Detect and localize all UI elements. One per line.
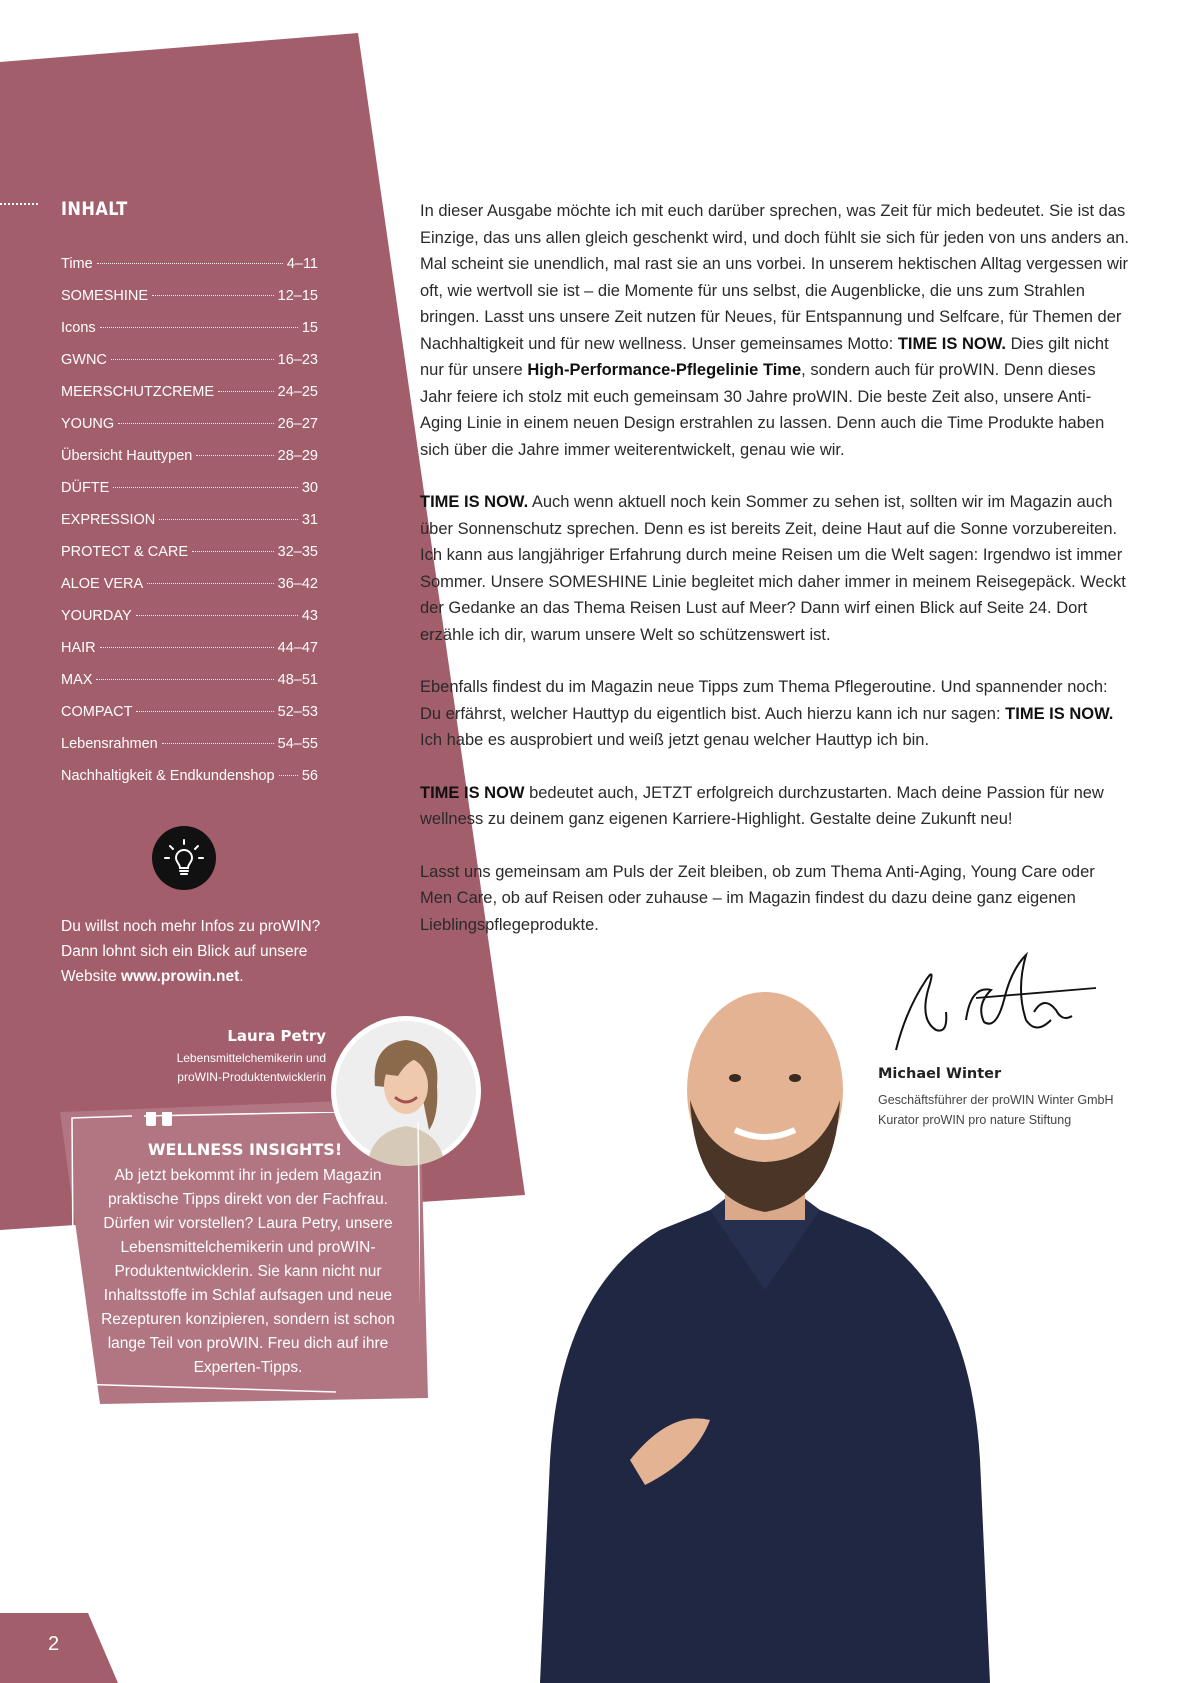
toc-item-label: Nachhaltigkeit & Endkundenshop: [61, 768, 275, 784]
toc-item-label: GWNC: [61, 352, 107, 368]
toc-title: INHALT: [61, 198, 128, 220]
toc-leader: [100, 647, 274, 648]
open-quote-icon: [146, 1112, 172, 1126]
toc-item[interactable]: [61, 768, 318, 800]
toc-item[interactable]: [61, 384, 318, 416]
letter-paragraph-4: TIME IS NOW bedeutet auch, JETZT erfolgreich durchzustarten. Mach deine Passion für new wellness zu deinem ganz eigenen Karriere-Highlight. Gestalte deine Zukunft neu!: [420, 783, 1104, 828]
toc-item[interactable]: [61, 288, 318, 320]
toc-item-pages: 28–29: [277, 448, 318, 464]
toc-item[interactable]: [61, 672, 318, 704]
toc-item[interactable]: [61, 480, 318, 512]
editorial-letter: [420, 198, 1130, 964]
toc-leader: [192, 551, 274, 552]
toc-item[interactable]: [61, 352, 318, 384]
toc-item-pages: 12–15: [277, 288, 318, 304]
letter-paragraph-1: In dieser Ausgabe möchte ich mit euch darüber sprechen, was Zeit für mich bedeutet. Sie ist das Einzige, das uns allen gleich geschenkt wird, und doch fühlt sie sich für jeden von uns anders an. Mal scheint sie unendlich, mal rast sie an uns vorbei. In unserem hektischen Alltag vergessen wir oft, wie wertvoll sie ist – die Momente für uns selbst, die Augenblicke, die uns zum Strahlen bringen. Lasst uns unsere Zeit nutzen für Neues, für Entspannung und Selfcare, für Themen der Nachhaltigkeit und für new wellness. Unser gemeinsames Motto: TIME IS NOW. Dies gilt nicht nur für unsere High-Performance-Pflegelinie Time, sondern auch für proWIN. Denn dieses Jahr feiere ich stolz mit euch gemeinsam 30 Jahre proWIN. Die beste Zeit also, unsere Anti-Aging Linie in einem neuen Design erstrahlen zu lassen. Denn auch die Time Produkte haben sich über die Jahre immer weiterentwickelt, genau wie wir.: [420, 202, 1130, 459]
letter-paragraph-3: Ebenfalls findest du im Magazin neue Tipps zum Thema Pflegeroutine. Und spannender noch: Du erfährst, welcher Hauttyp du eigentlich bist. Auch hierzu kann ich nur sagen: TIME IS NOW. Ich habe es ausprobiert und weiß jetzt genau welcher Hauttyp ich bin.: [420, 678, 1114, 749]
toc-item-pages: 31: [301, 512, 318, 528]
signature: [876, 950, 1096, 1060]
toc-item-pages: 44–47: [277, 640, 318, 656]
toc-item[interactable]: [61, 736, 318, 768]
toc-leader: [152, 295, 274, 296]
toc-item-label: HAIR: [61, 640, 96, 656]
toc-item[interactable]: [61, 256, 318, 288]
toc-leader: [118, 423, 274, 424]
toc-item-label: ALOE VERA: [61, 576, 144, 592]
toc-item-label: PROTECT & CARE: [61, 544, 189, 560]
toc-item-label: Time: [61, 256, 93, 272]
letter-paragraph-2: TIME IS NOW. Auch wenn aktuell noch kein Sommer zu sehen ist, sollten wir im Magazin auch über Sonnenschutz sprechen. Denn es ist bereits Zeit, deine Haut auf die Sonne vorzubereiten. Ich kann aus langjähriger Erfahrung durch meine Reisen um die Welt sagen: Irgendwo ist immer Sommer. Unsere SOMESHINE Linie begleitet mich daher immer in meinem Reisegepäck. Weckt der Gedanke an das Thema Reisen Lust auf Meer? Dann wirf einen Blick auf Seite 24. Dort erzähle ich dir, warum unsere Welt so schützenswert ist.: [420, 493, 1126, 644]
toc-dotted-lead: [0, 203, 38, 205]
page-number: 2: [48, 1633, 60, 1655]
toc-leader: [218, 391, 274, 392]
toc-item-pages: 24–25: [277, 384, 318, 400]
toc-item[interactable]: [61, 512, 318, 544]
toc-item-label: EXPRESSION: [61, 512, 156, 528]
signer-role: Geschäftsführer der proWIN Winter GmbH Kurator proWIN pro nature Stiftung: [878, 1093, 1114, 1127]
toc-item-pages: 32–35: [277, 544, 318, 560]
toc-item-pages: 54–55: [277, 736, 318, 752]
toc-item-label: Übersicht Hauttypen: [61, 448, 193, 464]
toc-item-label: DÜFTE: [61, 480, 110, 496]
toc-leader: [100, 327, 298, 328]
toc-item-pages: 36–42: [277, 576, 318, 592]
toc-item-pages: 56: [301, 768, 318, 784]
toc-leader: [97, 263, 283, 264]
lightbulb-icon: [152, 826, 216, 890]
toc-leader: [136, 615, 298, 616]
toc-item-pages: 52–53: [277, 704, 318, 720]
more-info-text: Du willst noch mehr Infos zu proWIN? Dann lohnt sich ein Blick auf unsere Website www.prowin.net.: [61, 918, 321, 985]
table-of-contents: [61, 256, 318, 800]
toc-item-pages: 4–11: [286, 256, 318, 272]
toc-item-pages: 43: [301, 608, 318, 624]
quote-title: WELLNESS INSIGHTS!: [147, 1140, 343, 1159]
toc-item-pages: 30: [301, 480, 318, 496]
toc-item-label: Icons: [61, 320, 96, 336]
toc-leader: [279, 775, 298, 776]
letter-paragraph-5: Lasst uns gemeinsam am Puls der Zeit bleiben, ob zum Thema Anti-Aging, Young Care oder Men Care, ob auf Reisen oder zuhause – im Magazin findest du dazu deine ganz eigenen Lieblingspflegeprodukte.: [420, 862, 1095, 934]
toc-item[interactable]: [61, 544, 318, 576]
toc-leader: [159, 519, 298, 520]
toc-item[interactable]: [61, 416, 318, 448]
laura-name: Laura Petry: [227, 1027, 326, 1045]
toc-item[interactable]: [61, 608, 318, 640]
toc-item-label: Lebensrahmen: [61, 736, 158, 752]
toc-item-pages: 26–27: [277, 416, 318, 432]
toc-item[interactable]: [61, 576, 318, 608]
toc-item-label: MAX: [61, 672, 93, 688]
toc-leader: [96, 679, 273, 680]
toc-item-pages: 48–51: [277, 672, 318, 688]
toc-leader: [162, 743, 274, 744]
toc-item-pages: 15: [301, 320, 318, 336]
toc-item[interactable]: [61, 704, 318, 736]
toc-item-label: YOURDAY: [61, 608, 132, 624]
toc-item[interactable]: [61, 640, 318, 672]
toc-item-pages: 16–23: [277, 352, 318, 368]
quote-text: Ab jetzt bekommt ihr in jedem Magazin praktische Tipps direkt von der Fachfrau. Dürfen wir vorstellen? Laura Petry, unsere Lebensmittelchemikerin und proWIN-Produktentwicklerin. Sie kann nicht nur Inhaltsstoffe im Schlaf aufsagen und neue Rezepturen konzipieren, sondern ist schon lange Teil von proWIN. Freu dich auf ihre Experten-Tipps.: [101, 1167, 395, 1376]
toc-item[interactable]: [61, 320, 318, 352]
toc-item-label: SOMESHINE: [61, 288, 149, 304]
toc-leader: [113, 487, 298, 488]
toc-item-label: COMPACT: [61, 704, 133, 720]
toc-leader: [111, 359, 274, 360]
toc-item-label: YOUNG: [61, 416, 115, 432]
toc-item[interactable]: [61, 448, 318, 480]
toc-leader: [147, 583, 273, 584]
signer-name: Michael Winter: [878, 1066, 1002, 1082]
toc-leader: [136, 711, 273, 712]
toc-leader: [196, 455, 273, 456]
laura-role: Lebensmittelchemikerin und proWIN-Produktentwicklerin: [176, 1051, 326, 1084]
toc-item-label: MEERSCHUTZCREME: [61, 384, 215, 400]
website-link[interactable]: www.prowin.net: [121, 968, 240, 985]
